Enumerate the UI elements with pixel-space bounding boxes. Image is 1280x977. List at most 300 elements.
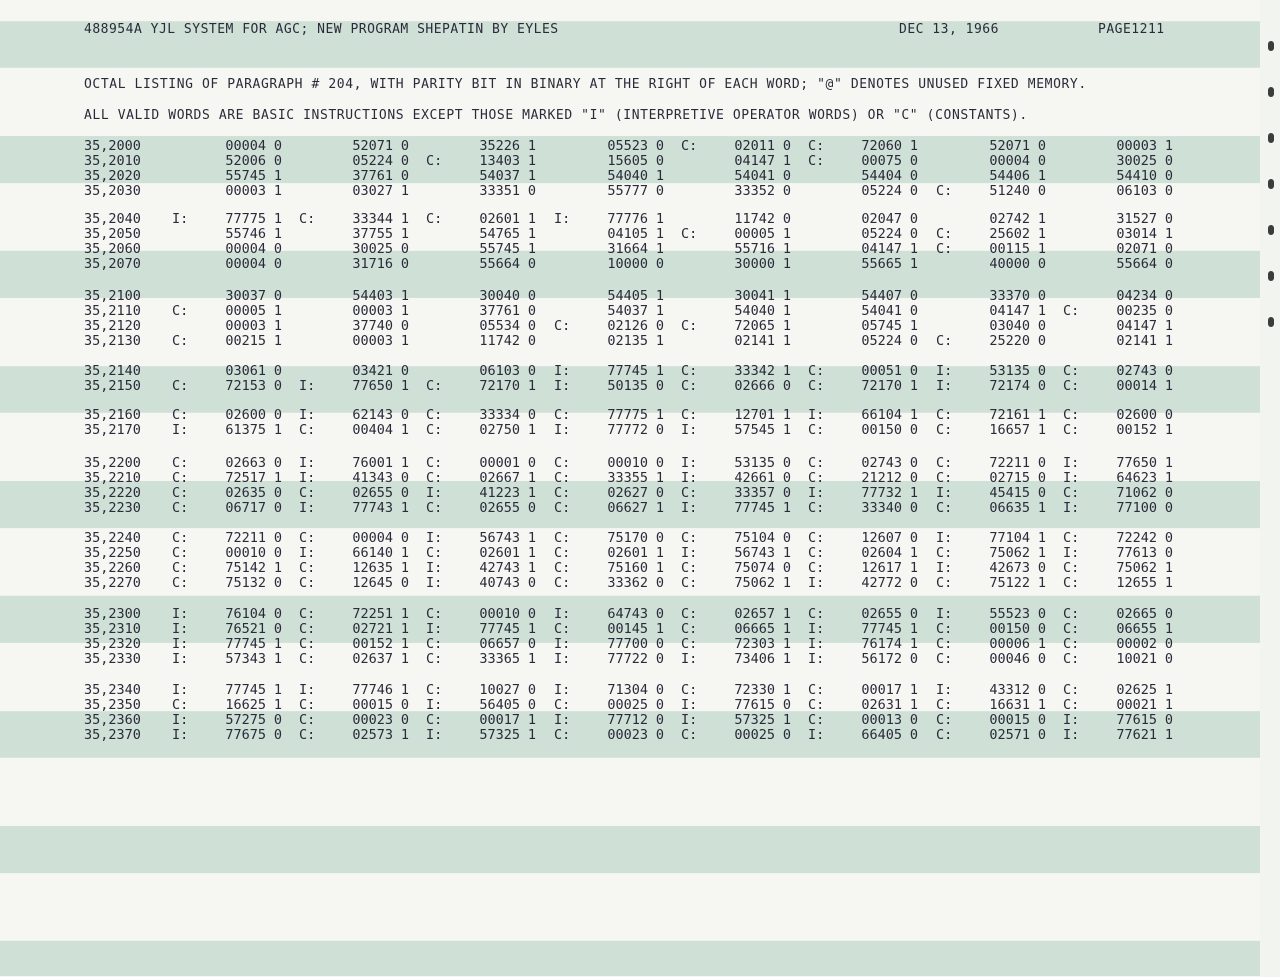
listing-row	[0, 154, 1240, 169]
word-type-marker: I:	[936, 363, 953, 379]
parity-bit: 1	[655, 545, 664, 561]
octal-word: 02126	[607, 318, 648, 334]
parity-bit: 1	[273, 226, 282, 242]
word-type-marker: I:	[554, 211, 571, 227]
parity-bit: 0	[400, 712, 409, 728]
octal-word: 57343	[225, 651, 266, 667]
parity-bit: 0	[1037, 485, 1046, 501]
parity-bit: 1	[527, 470, 536, 486]
octal-word: 72065	[734, 318, 775, 334]
word-type-marker: C:	[299, 712, 316, 728]
parity-bit: 1	[273, 303, 282, 319]
octal-word: 02011	[734, 138, 775, 154]
octal-word: 16625	[225, 697, 266, 713]
word-type-marker: I:	[172, 422, 189, 438]
octal-word: 02742	[989, 211, 1030, 227]
octal-word: 77613	[1116, 545, 1157, 561]
word-type-marker: C:	[554, 545, 571, 561]
parity-bit: 0	[1037, 288, 1046, 304]
parity-bit: 0	[527, 455, 536, 471]
octal-word: 00003	[225, 183, 266, 199]
octal-word: 02635	[225, 485, 266, 501]
parity-bit: 1	[1164, 727, 1173, 743]
feed-hole	[1268, 179, 1274, 189]
word-type-marker: I:	[681, 470, 698, 486]
listing-row	[0, 257, 1240, 272]
parity-bit: 0	[655, 530, 664, 546]
word-type-marker: C:	[1063, 422, 1080, 438]
word-type-marker: C:	[172, 303, 189, 319]
octal-word: 05534	[479, 318, 520, 334]
octal-word: 00005	[225, 303, 266, 319]
word-type-marker: C:	[554, 455, 571, 471]
parity-bit: 1	[782, 651, 791, 667]
word-type-marker: C:	[681, 560, 698, 576]
octal-word: 77743	[352, 500, 393, 516]
parity-bit: 0	[527, 288, 536, 304]
row-address: 35,2070	[84, 256, 141, 272]
octal-word: 56743	[479, 530, 520, 546]
octal-word: 33352	[734, 183, 775, 199]
parity-bit: 0	[1164, 211, 1173, 227]
word-type-marker: C:	[554, 470, 571, 486]
octal-word: 02601	[607, 545, 648, 561]
word-type-marker: I:	[426, 621, 443, 637]
octal-word: 00017	[479, 712, 520, 728]
parity-bit: 1	[527, 560, 536, 576]
parity-bit: 1	[655, 211, 664, 227]
parity-bit: 1	[273, 636, 282, 652]
octal-word: 00003	[352, 333, 393, 349]
octal-word: 72170	[861, 378, 902, 394]
octal-word: 02571	[989, 727, 1030, 743]
word-type-marker: I:	[172, 636, 189, 652]
parity-bit: 1	[527, 712, 536, 728]
octal-word: 00150	[989, 621, 1030, 637]
word-type-marker: I:	[299, 500, 316, 516]
row-address: 35,2260	[84, 560, 141, 576]
octal-word: 00017	[861, 682, 902, 698]
feed-hole	[1268, 133, 1274, 143]
octal-word: 72517	[225, 470, 266, 486]
word-type-marker: C:	[172, 407, 189, 423]
octal-word: 71304	[607, 682, 648, 698]
word-type-marker: I:	[299, 455, 316, 471]
parity-bit: 0	[400, 363, 409, 379]
octal-word: 21212	[861, 470, 902, 486]
word-type-marker: C:	[426, 712, 443, 728]
octal-word: 75062	[989, 545, 1030, 561]
octal-word: 76104	[225, 606, 266, 622]
octal-word: 53135	[734, 455, 775, 471]
octal-word: 02667	[479, 470, 520, 486]
word-type-marker: I:	[1063, 470, 1080, 486]
parity-bit: 1	[1037, 407, 1046, 423]
parity-bit: 0	[909, 606, 918, 622]
octal-word: 00004	[989, 153, 1030, 169]
parity-bit: 1	[655, 470, 664, 486]
word-type-marker: C:	[426, 153, 443, 169]
parity-bit: 0	[527, 363, 536, 379]
octal-word: 71062	[1116, 485, 1157, 501]
word-type-marker: C:	[1063, 560, 1080, 576]
parity-bit: 0	[273, 621, 282, 637]
octal-word: 37755	[352, 226, 393, 242]
parity-bit: 1	[527, 241, 536, 257]
octal-word: 16631	[989, 697, 1030, 713]
word-type-marker: I:	[426, 575, 443, 591]
parity-bit: 0	[1164, 545, 1173, 561]
word-type-marker: I:	[299, 470, 316, 486]
octal-word: 02743	[861, 455, 902, 471]
octal-word: 02715	[989, 470, 1030, 486]
parity-bit: 1	[655, 560, 664, 576]
octal-word: 12701	[734, 407, 775, 423]
parity-bit: 1	[782, 288, 791, 304]
word-type-marker: C:	[936, 470, 953, 486]
octal-word: 02637	[352, 651, 393, 667]
listing-row	[0, 486, 1240, 501]
octal-word: 00006	[989, 636, 1030, 652]
octal-word: 57325	[479, 727, 520, 743]
parity-bit: 0	[400, 153, 409, 169]
word-type-marker: C:	[808, 470, 825, 486]
listing-row	[0, 576, 1240, 591]
listing-row	[0, 561, 1240, 576]
octal-word: 02743	[1116, 363, 1157, 379]
parity-bit: 1	[655, 621, 664, 637]
parity-bit: 0	[1164, 485, 1173, 501]
parity-bit: 0	[273, 500, 282, 516]
word-type-marker: C:	[936, 183, 953, 199]
parity-bit: 0	[909, 288, 918, 304]
octal-word: 54410	[1116, 168, 1157, 184]
octal-word: 72170	[479, 378, 520, 394]
parity-bit: 0	[655, 378, 664, 394]
word-type-marker: C:	[299, 697, 316, 713]
octal-word: 66140	[352, 545, 393, 561]
octal-word: 54404	[861, 168, 902, 184]
word-type-marker: C:	[554, 621, 571, 637]
octal-word: 72060	[861, 138, 902, 154]
octal-word: 00003	[225, 318, 266, 334]
parity-bit: 0	[909, 500, 918, 516]
octal-word: 33357	[734, 485, 775, 501]
word-type-marker: I:	[426, 560, 443, 576]
row-address: 35,2050	[84, 226, 141, 242]
parity-bit: 1	[1164, 318, 1173, 334]
note-line-2: ALL VALID WORDS ARE BASIC INSTRUCTIONS EXCEPT THOSE MARKED "I" (INTERPRETIVE OPERATOR WORDS) OR "C" (CONSTANTS).	[84, 108, 1028, 123]
parity-bit: 1	[782, 333, 791, 349]
listing-row	[0, 184, 1240, 199]
word-type-marker: C:	[172, 485, 189, 501]
word-type-marker: C:	[1063, 636, 1080, 652]
parity-bit: 0	[1037, 470, 1046, 486]
parity-bit: 0	[1037, 651, 1046, 667]
octal-word: 54041	[734, 168, 775, 184]
word-type-marker: C:	[426, 682, 443, 698]
parity-bit: 0	[909, 363, 918, 379]
parity-bit: 0	[909, 211, 918, 227]
parity-bit: 0	[655, 455, 664, 471]
octal-word: 77776	[607, 211, 648, 227]
word-type-marker: C:	[299, 422, 316, 438]
parity-bit: 1	[273, 211, 282, 227]
word-type-marker: I:	[936, 560, 953, 576]
parity-bit: 0	[655, 697, 664, 713]
parity-bit: 1	[909, 241, 918, 257]
word-type-marker: C:	[299, 485, 316, 501]
parity-bit: 0	[527, 636, 536, 652]
word-type-marker: C:	[172, 500, 189, 516]
parity-bit: 1	[273, 560, 282, 576]
listing-row	[0, 698, 1240, 713]
octal-word: 02721	[352, 621, 393, 637]
octal-word: 06627	[607, 500, 648, 516]
parity-bit: 0	[782, 138, 791, 154]
parity-bit: 0	[782, 183, 791, 199]
octal-word: 00023	[352, 712, 393, 728]
word-type-marker: C:	[554, 560, 571, 576]
listing-row	[0, 139, 1240, 154]
parity-bit: 0	[527, 333, 536, 349]
octal-word: 00023	[607, 727, 648, 743]
row-address: 35,2150	[84, 378, 141, 394]
parity-bit: 1	[400, 303, 409, 319]
octal-word: 54041	[861, 303, 902, 319]
word-type-marker: C:	[1063, 682, 1080, 698]
parity-bit: 1	[1164, 333, 1173, 349]
parity-bit: 1	[1037, 636, 1046, 652]
octal-word: 33342	[734, 363, 775, 379]
row-address: 35,2350	[84, 697, 141, 713]
parity-bit: 0	[273, 530, 282, 546]
parity-bit: 1	[273, 470, 282, 486]
parity-bit: 0	[655, 318, 664, 334]
octal-word: 03027	[352, 183, 393, 199]
parity-bit: 0	[1164, 636, 1173, 652]
octal-word: 55745	[479, 241, 520, 257]
octal-word: 77675	[225, 727, 266, 743]
parity-bit: 0	[655, 153, 664, 169]
parity-bit: 0	[273, 712, 282, 728]
octal-word: 04147	[989, 303, 1030, 319]
octal-word: 75142	[225, 560, 266, 576]
octal-word: 11742	[734, 211, 775, 227]
octal-word: 54037	[607, 303, 648, 319]
word-type-marker: C:	[808, 606, 825, 622]
octal-word: 72330	[734, 682, 775, 698]
octal-word: 51240	[989, 183, 1030, 199]
parity-bit: 1	[1037, 697, 1046, 713]
word-type-marker: I:	[936, 530, 953, 546]
parity-bit: 0	[1037, 378, 1046, 394]
parity-bit: 0	[400, 470, 409, 486]
octal-word: 13403	[479, 153, 520, 169]
word-type-marker: C:	[936, 545, 953, 561]
word-type-marker: C:	[1063, 621, 1080, 637]
octal-word: 00004	[225, 138, 266, 154]
octal-word: 30037	[225, 288, 266, 304]
octal-word: 00025	[607, 697, 648, 713]
word-type-marker: I:	[554, 422, 571, 438]
parity-bit: 1	[400, 500, 409, 516]
feed-hole	[1268, 41, 1274, 51]
parity-bit: 1	[1037, 545, 1046, 561]
parity-bit: 1	[782, 422, 791, 438]
octal-word: 77745	[225, 636, 266, 652]
word-type-marker: C:	[936, 621, 953, 637]
word-type-marker: C:	[936, 575, 953, 591]
parity-bit: 1	[400, 727, 409, 743]
octal-word: 04234	[1116, 288, 1157, 304]
octal-word: 02071	[1116, 241, 1157, 257]
parity-bit: 0	[1037, 256, 1046, 272]
parity-bit: 1	[400, 682, 409, 698]
octal-word: 02047	[861, 211, 902, 227]
parity-bit: 1	[909, 138, 918, 154]
octal-word: 11742	[479, 333, 520, 349]
parity-bit: 1	[909, 621, 918, 637]
row-address: 35,2200	[84, 455, 141, 471]
octal-word: 00145	[607, 621, 648, 637]
octal-word: 10027	[479, 682, 520, 698]
row-address: 35,2210	[84, 470, 141, 486]
word-type-marker: C:	[1063, 697, 1080, 713]
parity-bit: 0	[909, 470, 918, 486]
octal-word: 54037	[479, 168, 520, 184]
listing-row	[0, 169, 1240, 184]
word-type-marker: I:	[172, 211, 189, 227]
octal-word: 06717	[225, 500, 266, 516]
word-type-marker: C:	[936, 241, 953, 257]
parity-bit: 1	[400, 422, 409, 438]
octal-word: 04147	[1116, 318, 1157, 334]
parity-bit: 1	[782, 621, 791, 637]
word-type-marker: C:	[172, 545, 189, 561]
listing-row	[0, 607, 1240, 622]
parity-bit: 0	[1164, 183, 1173, 199]
octal-word: 00404	[352, 422, 393, 438]
octal-word: 57275	[225, 712, 266, 728]
word-type-marker: C:	[554, 407, 571, 423]
octal-word: 64743	[607, 606, 648, 622]
parity-bit: 1	[273, 183, 282, 199]
word-type-marker: I:	[554, 606, 571, 622]
parity-bit: 1	[273, 168, 282, 184]
word-type-marker: C:	[426, 500, 443, 516]
word-type-marker: C:	[299, 560, 316, 576]
word-type-marker: C:	[299, 621, 316, 637]
listing-date: DEC 13, 1966	[899, 22, 999, 37]
listing-row	[0, 334, 1240, 349]
octal-word: 50135	[607, 378, 648, 394]
word-type-marker: I:	[808, 651, 825, 667]
parity-bit: 0	[782, 560, 791, 576]
listing-row	[0, 683, 1240, 698]
word-type-marker: C:	[1063, 378, 1080, 394]
listing-row	[0, 408, 1240, 423]
octal-word: 37761	[479, 303, 520, 319]
word-type-marker: C:	[299, 575, 316, 591]
octal-word: 77650	[1116, 455, 1157, 471]
octal-word: 06103	[479, 363, 520, 379]
parity-bit: 1	[909, 485, 918, 501]
octal-word: 54406	[989, 168, 1030, 184]
octal-word: 77700	[607, 636, 648, 652]
octal-word: 04147	[734, 153, 775, 169]
parity-bit: 0	[1164, 407, 1173, 423]
octal-word: 31664	[607, 241, 648, 257]
parity-bit: 1	[909, 545, 918, 561]
octal-word: 66405	[861, 727, 902, 743]
octal-word: 54405	[607, 288, 648, 304]
word-type-marker: C:	[681, 363, 698, 379]
octal-word: 31716	[352, 256, 393, 272]
feed-hole	[1268, 225, 1274, 235]
row-address: 35,2010	[84, 153, 141, 169]
word-type-marker: I:	[554, 651, 571, 667]
word-type-marker: C:	[936, 455, 953, 471]
parity-bit: 1	[909, 636, 918, 652]
word-type-marker: I:	[808, 407, 825, 423]
octal-word: 54403	[352, 288, 393, 304]
octal-word: 76174	[861, 636, 902, 652]
octal-word: 66104	[861, 407, 902, 423]
parity-bit: 1	[527, 485, 536, 501]
word-type-marker: C:	[808, 363, 825, 379]
word-type-marker: C:	[426, 455, 443, 471]
word-type-marker: I:	[936, 378, 953, 394]
octal-word: 25602	[989, 226, 1030, 242]
parity-bit: 1	[782, 682, 791, 698]
word-type-marker: C:	[1063, 485, 1080, 501]
octal-word: 33355	[607, 470, 648, 486]
octal-word: 00005	[734, 226, 775, 242]
parity-bit: 1	[527, 545, 536, 561]
octal-word: 72174	[989, 378, 1030, 394]
parity-bit: 1	[1164, 575, 1173, 591]
parity-bit: 0	[655, 682, 664, 698]
parity-bit: 0	[655, 138, 664, 154]
octal-word: 56405	[479, 697, 520, 713]
word-type-marker: C:	[936, 697, 953, 713]
parity-bit: 0	[273, 138, 282, 154]
parity-bit: 1	[655, 226, 664, 242]
octal-word: 75062	[1116, 560, 1157, 576]
listing-row	[0, 622, 1240, 637]
listing-row	[0, 501, 1240, 516]
parity-bit: 0	[273, 256, 282, 272]
word-type-marker: C:	[681, 530, 698, 546]
octal-word: 05523	[607, 138, 648, 154]
word-type-marker: I:	[1063, 545, 1080, 561]
listing-row	[0, 456, 1240, 471]
octal-word: 73406	[734, 651, 775, 667]
row-address: 35,2170	[84, 422, 141, 438]
word-type-marker: I:	[808, 636, 825, 652]
parity-bit: 0	[1164, 606, 1173, 622]
parity-bit: 0	[1037, 333, 1046, 349]
parity-bit: 1	[909, 682, 918, 698]
word-type-marker: C:	[681, 138, 698, 154]
parity-bit: 1	[782, 545, 791, 561]
octal-word: 77775	[607, 407, 648, 423]
octal-word: 64623	[1116, 470, 1157, 486]
octal-word: 77100	[1116, 500, 1157, 516]
word-type-marker: C:	[936, 422, 953, 438]
listing-row	[0, 713, 1240, 728]
